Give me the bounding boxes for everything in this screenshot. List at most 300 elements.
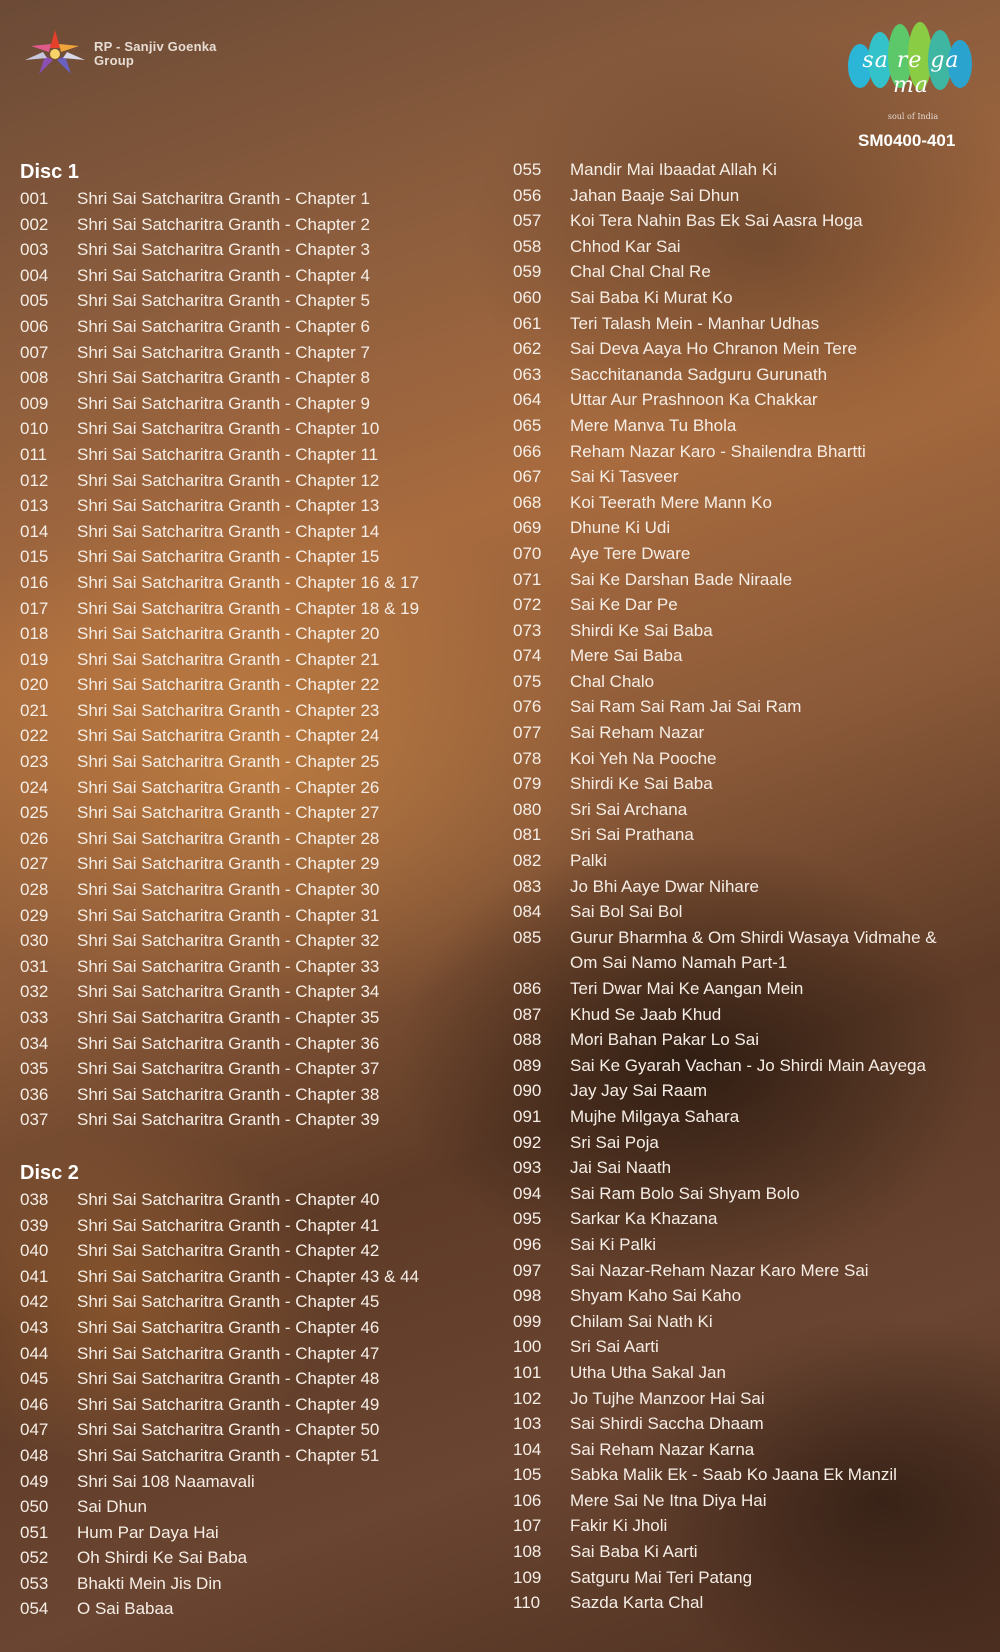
track-number: 080 (513, 799, 542, 819)
track-number: 021 (20, 700, 49, 720)
track-row (20, 1315, 490, 1341)
track-row (513, 1104, 993, 1130)
track-number: 083 (513, 876, 542, 896)
track-row (513, 285, 993, 311)
track-title: Sai Shirdi Saccha Dhaam (570, 1414, 764, 1434)
track-number: 096 (513, 1234, 542, 1254)
track-row (20, 877, 490, 903)
track-number: 057 (513, 211, 542, 231)
track-row (20, 340, 490, 366)
track-row (513, 797, 993, 823)
track-row (20, 186, 490, 212)
track-title: Sai Ram Bolo Sai Shyam Bolo (570, 1183, 800, 1203)
track-row (513, 874, 993, 900)
track-row (513, 208, 993, 234)
track-title: Chilam Sai Nath Ki (570, 1311, 713, 1331)
track-number: 015 (20, 547, 49, 567)
track-title: Shri Sai Satcharitra Granth - Chapter 29 (77, 854, 380, 874)
track-row (513, 515, 993, 541)
track-row (20, 749, 490, 775)
track-number: 093 (513, 1158, 542, 1178)
track-row (513, 899, 993, 925)
track-number: 007 (20, 342, 49, 362)
track-title: Shri Sai Satcharitra Granth - Chapter 22 (77, 675, 380, 695)
track-title: Shri Sai Satcharitra Granth - Chapter 12 (77, 470, 380, 490)
track-row (513, 541, 993, 567)
track-row (20, 1494, 490, 1520)
track-title: Sai Ki Tasveer (570, 467, 679, 487)
track-row (20, 596, 490, 622)
track-number: 056 (513, 185, 542, 205)
track-title: Shri Sai Satcharitra Granth - Chapter 50 (77, 1420, 380, 1440)
track-title: Uttar Aur Prashnoon Ka Chakkar (570, 390, 818, 410)
track-row (513, 1488, 993, 1514)
track-title: Dhune Ki Udi (570, 518, 671, 538)
track-row (20, 1289, 490, 1315)
track-title: Shri Sai Satcharitra Granth - Chapter 33 (77, 956, 380, 976)
track-row (513, 490, 993, 516)
track-row (20, 826, 490, 852)
track-row (20, 928, 490, 954)
track-row (20, 698, 490, 724)
track-number: 098 (513, 1286, 542, 1306)
track-number: 051 (20, 1522, 49, 1542)
track-number: 012 (20, 470, 49, 490)
track-title: Shri Sai Satcharitra Granth - Chapter 8 (77, 368, 370, 388)
track-row (20, 1005, 490, 1031)
track-title: Sai Ram Sai Ram Jai Sai Ram (570, 697, 802, 717)
track-number: 069 (513, 518, 542, 538)
track-title: Shri Sai Satcharitra Granth - Chapter 23 (77, 700, 380, 720)
track-title: Palki (570, 851, 607, 871)
track-title: Koi Yeh Na Pooche (570, 748, 717, 768)
track-row (20, 1469, 490, 1495)
track-title: Shri Sai Satcharitra Granth - Chapter 9 (77, 393, 370, 413)
track-number: 089 (513, 1055, 542, 1075)
track-title: Sai Ke Darshan Bade Niraale (570, 569, 793, 589)
track-row (20, 1031, 490, 1057)
track-number: 041 (20, 1266, 49, 1286)
track-number: 070 (513, 543, 542, 563)
track-number: 081 (513, 825, 542, 845)
track-row (513, 1437, 993, 1463)
track-number: 016 (20, 572, 49, 592)
track-title: Shri Sai Satcharitra Granth - Chapter 20 (77, 624, 380, 644)
track-title: Shri Sai Satcharitra Granth - Chapter 21 (77, 649, 380, 669)
track-number: 062 (513, 339, 542, 359)
track-number: 064 (513, 390, 542, 410)
track-title: Sai Baba Ki Murat Ko (570, 287, 733, 307)
track-number: 058 (513, 236, 542, 256)
track-title: Shri Sai Satcharitra Granth - Chapter 25 (77, 752, 380, 772)
track-row (513, 234, 993, 260)
track-number: 044 (20, 1343, 49, 1363)
track-title: Sarkar Ka Khazana (570, 1209, 718, 1229)
track-row (20, 1443, 490, 1469)
track-number: 076 (513, 697, 542, 717)
track-row (20, 1596, 490, 1622)
track-number: 072 (513, 595, 542, 615)
track-number: 032 (20, 982, 49, 1002)
track-number: 075 (513, 671, 542, 691)
track-number: 024 (20, 777, 49, 797)
track-row (20, 391, 490, 417)
track-row (513, 1206, 993, 1232)
track-title: Shri Sai Satcharitra Granth - Chapter 3 (77, 240, 370, 260)
track-row (513, 1283, 993, 1309)
track-row (20, 1056, 490, 1082)
track-number: 103 (513, 1414, 542, 1434)
track-title: Mujhe Milgaya Sahara (570, 1106, 740, 1126)
track-title: Shri Sai Satcharitra Granth - Chapter 34 (77, 982, 380, 1002)
track-number: 086 (513, 979, 542, 998)
track-title: Jahan Baaje Sai Dhun (570, 185, 740, 205)
tracklist-right-column (513, 157, 993, 1616)
track-number: 029 (20, 905, 49, 925)
track-number: 004 (20, 265, 49, 285)
track-row (513, 1258, 993, 1284)
track-title: Khud Se Jaab Khud (570, 1004, 722, 1024)
track-title: Sri Sai Aarti (570, 1337, 659, 1357)
track-title: Mere Sai Baba (570, 646, 683, 666)
track-title: Shri Sai Satcharitra Granth - Chapter 31 (77, 905, 380, 925)
track-title: Reham Nazar Karo - Shailendra Bhartti (570, 441, 866, 461)
track-title: Teri Dwar Mai Ke Aangan Mein (570, 979, 804, 998)
track-title: Shri Sai Satcharitra Granth - Chapter 10 (77, 419, 380, 439)
track-row (513, 746, 993, 772)
track-row (513, 1232, 993, 1258)
track-title: Shyam Kaho Sai Kaho (570, 1286, 742, 1306)
track-title: Shri Sai Satcharitra Granth - Chapter 26 (77, 777, 380, 797)
track-title: Hum Par Daya Hai (77, 1522, 219, 1542)
track-row (513, 669, 993, 695)
disc-heading: Disc 1 (20, 161, 79, 183)
track-row (20, 365, 490, 391)
track-title: Shri Sai Satcharitra Granth - Chapter 32 (77, 931, 380, 951)
track-title: Sai Bol Sai Bol (570, 902, 683, 922)
saregama-wordmark: sa re ga ma (862, 48, 960, 98)
track-title: Teri Talash Mein - Manhar Udhas (570, 313, 820, 333)
track-row (513, 1590, 993, 1616)
track-row (20, 851, 490, 877)
track-title: Shri Sai Satcharitra Granth - Chapter 4 (77, 265, 370, 285)
track-row (513, 1411, 993, 1437)
track-row (20, 519, 490, 545)
track-row (20, 1264, 490, 1290)
track-row (20, 903, 490, 929)
track-title: Sri Sai Archana (570, 799, 688, 819)
track-number: 048 (20, 1445, 49, 1465)
track-number: 066 (513, 441, 542, 461)
track-number: 088 (513, 1030, 542, 1050)
track-title: Sai Reham Nazar Karna (570, 1439, 755, 1459)
track-title: Mandir Mai Ibaadat Allah Ki (570, 160, 777, 179)
track-row (513, 362, 993, 388)
track-number: 025 (20, 803, 49, 823)
track-row (20, 493, 490, 519)
track-title: Sai Nazar-Reham Nazar Karo Mere Sai (570, 1260, 869, 1280)
track-title: Shri Sai Satcharitra Granth - Chapter 40 (77, 1189, 380, 1209)
track-row (20, 544, 490, 570)
track-title: Sazda Karta Chal (570, 1593, 704, 1613)
track-title: Sai Ke Gyarah Vachan - Jo Shirdi Main Aayega (570, 1055, 926, 1075)
track-row (20, 1341, 490, 1367)
track-title: Shri Sai Satcharitra Granth - Chapter 37 (77, 1059, 380, 1079)
track-number: 030 (20, 931, 49, 951)
track-title: Satguru Mai Teri Patang (570, 1567, 753, 1587)
track-number: 094 (513, 1183, 542, 1203)
track-number: 061 (513, 313, 542, 333)
track-title: Shri Sai Satcharitra Granth - Chapter 28 (77, 828, 380, 848)
publisher-name (94, 40, 217, 68)
track-title: Shri Sai Satcharitra Granth - Chapter 11 (77, 444, 379, 464)
track-number: 106 (513, 1490, 542, 1510)
track-number: 107 (513, 1516, 542, 1536)
track-title: Shri Sai 108 Naamavali (77, 1471, 255, 1491)
track-number: 100 (513, 1337, 542, 1357)
track-number: 071 (513, 569, 542, 589)
track-title: Shri Sai Satcharitra Granth - Chapter 42 (77, 1241, 380, 1261)
track-title: Shri Sai Satcharitra Granth - Chapter 13 (77, 496, 380, 516)
track-number: 059 (513, 262, 542, 282)
track-number: 052 (20, 1548, 49, 1568)
track-number: 006 (20, 316, 49, 336)
track-title: Jay Jay Sai Raam (570, 1081, 707, 1101)
track-row (20, 212, 490, 238)
track-number: 078 (513, 748, 542, 768)
track-title: Shri Sai Satcharitra Granth - Chapter 41 (77, 1215, 380, 1235)
track-number: 027 (20, 854, 49, 874)
track-title: Koi Teerath Mere Mann Ko (570, 492, 772, 512)
track-number: 047 (20, 1420, 49, 1440)
track-title: Sai Reham Nazar (570, 723, 705, 743)
rp-sanjiv-goenka-logo (22, 28, 217, 80)
track-row (513, 1002, 993, 1028)
track-number: 036 (20, 1084, 49, 1104)
track-number: 053 (20, 1573, 49, 1593)
track-row (20, 621, 490, 647)
track-number: 109 (513, 1567, 542, 1587)
track-title: Shri Sai Satcharitra Granth - Chapter 14 (77, 521, 380, 541)
track-title: Jai Sai Naath (570, 1158, 672, 1178)
track-number: 050 (20, 1497, 49, 1517)
track-row (20, 570, 490, 596)
track-number: 009 (20, 393, 49, 413)
disc-heading: Disc 2 (20, 1161, 79, 1184)
track-number: 102 (513, 1388, 542, 1408)
track-number: 105 (513, 1465, 542, 1485)
track-title: Chal Chalo (570, 671, 655, 691)
track-row (20, 442, 490, 468)
track-number: 033 (20, 1008, 49, 1027)
track-row (20, 723, 490, 749)
track-row (20, 1366, 490, 1392)
track-row (20, 1107, 490, 1133)
track-title: Sabka Malik Ek - Saab Ko Jaana Ek Manzil (570, 1465, 897, 1485)
track-number: 023 (20, 752, 49, 772)
track-title: Utha Utha Sakal Jan (570, 1362, 726, 1382)
track-number: 110 (513, 1593, 541, 1613)
track-title: Bhakti Mein Jis Din (77, 1573, 222, 1593)
track-row (20, 775, 490, 801)
track-row (513, 1360, 993, 1386)
track-title: Aye Tere Dware (570, 543, 691, 563)
track-row (20, 288, 490, 314)
track-title: Shirdi Ke Sai Baba (570, 774, 713, 794)
track-number: 019 (20, 649, 49, 669)
track-row (513, 771, 993, 797)
track-number: 011 (20, 444, 48, 464)
track-number: 065 (513, 415, 542, 435)
track-number: 034 (20, 1033, 49, 1053)
track-row (20, 1545, 490, 1571)
track-number: 038 (20, 1189, 49, 1209)
track-row (513, 1386, 993, 1412)
track-row (513, 1309, 993, 1335)
track-row (20, 237, 490, 263)
track-title: Jo Tujhe Manzoor Hai Sai (570, 1388, 765, 1408)
track-row (20, 1187, 490, 1213)
track-row (513, 848, 993, 874)
track-title: Shri Sai Satcharitra Granth - Chapter 6 (77, 316, 370, 336)
track-number: 079 (513, 774, 542, 794)
track-number: 005 (20, 291, 49, 311)
track-title: Shri Sai Satcharitra Granth - Chapter 51 (77, 1445, 380, 1465)
track-row (513, 822, 993, 848)
track-row (513, 694, 993, 720)
track-title: O Sai Babaa (77, 1599, 174, 1619)
track-number: 020 (20, 675, 49, 695)
track-title: Shri Sai Satcharitra Granth - Chapter 38 (77, 1084, 380, 1104)
track-row (513, 1130, 993, 1156)
track-row (513, 1078, 993, 1104)
catalog-number: SM0400-401 (858, 131, 956, 150)
track-row (513, 259, 993, 285)
track-title: Shri Sai Satcharitra Granth - Chapter 36 (77, 1033, 380, 1053)
track-row (20, 979, 490, 1005)
track-title: Chal Chal Chal Re (570, 262, 711, 282)
track-row (513, 618, 993, 644)
track-number: 046 (20, 1394, 49, 1414)
track-title: Fakir Ki Jholi (570, 1516, 668, 1536)
track-row (513, 643, 993, 669)
track-title: Oh Shirdi Ke Sai Baba (77, 1548, 248, 1568)
track-number: 045 (20, 1369, 49, 1389)
track-number: 017 (20, 598, 49, 618)
track-title: Sai Deva Aaya Ho Chranon Mein Tere (570, 339, 857, 359)
track-number: 014 (20, 521, 49, 541)
track-number: 054 (20, 1599, 49, 1619)
track-row (20, 263, 490, 289)
track-row (20, 1520, 490, 1546)
saregama-tagline: soul of India (887, 112, 939, 121)
track-row (513, 720, 993, 746)
track-number: 084 (513, 902, 542, 922)
track-row (513, 1027, 993, 1053)
track-number: 097 (513, 1260, 542, 1280)
track-row (513, 567, 993, 593)
track-title: Shri Sai Satcharitra Granth - Chapter 45 (77, 1292, 380, 1312)
track-number: 092 (513, 1132, 542, 1152)
track-number: 035 (20, 1059, 49, 1079)
track-row (513, 1181, 993, 1207)
track-number: 013 (20, 496, 49, 516)
track-title: Sai Baba Ki Aarti (570, 1542, 698, 1562)
track-row (513, 157, 993, 183)
track-number: 003 (20, 240, 49, 260)
track-row (513, 387, 993, 413)
track-title: Mere Manva Tu Bhola (570, 415, 737, 435)
track-row (513, 464, 993, 490)
track-number: 031 (20, 956, 49, 976)
track-title: Sai Ki Palki (570, 1234, 656, 1254)
track-row (20, 416, 490, 442)
track-number: 074 (513, 646, 542, 666)
track-row (513, 1053, 993, 1079)
track-title: Shri Sai Satcharitra Granth - Chapter 47 (77, 1343, 380, 1363)
track-title: Sri Sai Poja (570, 1132, 659, 1152)
track-title: Shri Sai Satcharitra Granth - Chapter 43 & 44 (77, 1266, 420, 1286)
track-title: Jo Bhi Aaye Dwar Nihare (570, 876, 759, 896)
track-title: Shri Sai Satcharitra Granth - Chapter 35 (77, 1008, 380, 1027)
track-title: Mere Sai Ne Itna Diya Hai (570, 1490, 767, 1510)
track-row (513, 183, 993, 209)
track-row (20, 1238, 490, 1264)
track-title: Shri Sai Satcharitra Granth - Chapter 1 (77, 189, 370, 208)
track-number: 010 (20, 419, 49, 439)
track-title: Shri Sai Satcharitra Granth - Chapter 39 (77, 1110, 380, 1130)
track-row (513, 592, 993, 618)
track-title: Shri Sai Satcharitra Granth - Chapter 27 (77, 803, 380, 823)
track-row (513, 976, 993, 1002)
track-row (513, 336, 993, 362)
saregama-logo (846, 20, 980, 120)
track-title: Shri Sai Satcharitra Granth - Chapter 2 (77, 214, 370, 234)
track-number: 085 (513, 927, 542, 947)
track-row (20, 1392, 490, 1418)
track-number: 060 (513, 287, 542, 307)
track-row (513, 1513, 993, 1539)
track-title: Shri Sai Satcharitra Granth - Chapter 15 (77, 547, 380, 567)
track-number: 077 (513, 723, 542, 743)
track-number: 008 (20, 368, 49, 388)
track-number: 073 (513, 620, 542, 640)
publisher-name-line2: Group (94, 53, 134, 68)
track-number: 063 (513, 364, 542, 384)
track-title: Shri Sai Satcharitra Granth - Chapter 49 (77, 1394, 380, 1414)
track-title: Shri Sai Satcharitra Granth - Chapter 24 (77, 726, 380, 746)
track-number: 037 (20, 1110, 49, 1130)
track-title: Shri Sai Satcharitra Granth - Chapter 7 (77, 342, 370, 362)
track-row (513, 413, 993, 439)
track-number: 028 (20, 880, 49, 900)
track-number: 082 (513, 851, 542, 871)
track-title: Shri Sai Satcharitra Granth - Chapter 46 (77, 1317, 380, 1337)
track-row (513, 1334, 993, 1360)
track-number: 108 (513, 1542, 542, 1562)
track-title: Koi Tera Nahin Bas Ek Sai Aasra Hoga (570, 211, 863, 231)
track-number: 022 (20, 726, 49, 746)
track-number: 087 (513, 1004, 542, 1024)
track-number: 040 (20, 1241, 49, 1261)
track-row (20, 1213, 490, 1239)
track-title: Shri Sai Satcharitra Granth - Chapter 5 (77, 291, 370, 311)
track-title: Sri Sai Prathana (570, 825, 694, 845)
track-row (20, 672, 490, 698)
track-row (20, 1082, 490, 1108)
track-number: 090 (513, 1081, 542, 1101)
track-row (513, 1539, 993, 1565)
